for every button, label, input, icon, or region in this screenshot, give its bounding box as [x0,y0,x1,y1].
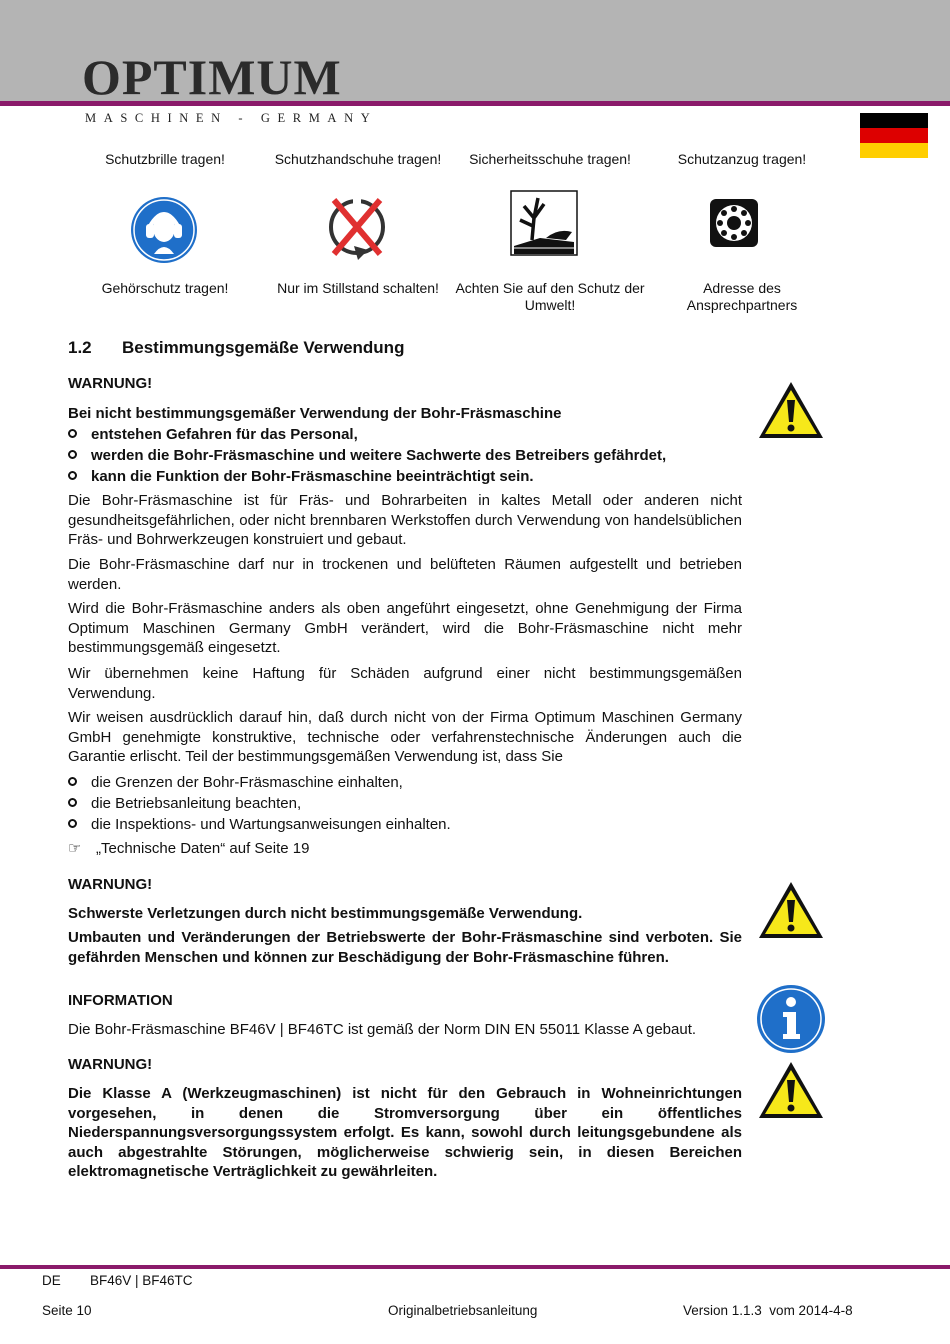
ear-protection-icon [130,196,198,264]
bullet-icon [68,471,77,480]
telephone-dial-icon [709,198,759,248]
warning-label: WARNUNG! [68,375,153,392]
warning1-intro: Bei nicht bestimmungsgemäßer Verwendung der Bohr-Fräsmaschine [68,405,562,422]
information-label: INFORMATION [68,992,173,1009]
footer-page-number: Seite 10 [42,1303,92,1318]
symbol-label-shoes: Sicherheitsschuhe tragen! [469,151,631,167]
body-paragraph: Die Bohr-Fräsmaschine darf nur in trockenen und belüfteten Räumen aufgestellt und betrieben werden. [68,556,742,593]
warning-triangle-icon [757,880,825,940]
warning3-text: Die Klasse A (Werkzeugmaschinen) ist nicht für den Gebrauch in Wohneinrichtungen vorgesehen, in denen die Stromversorgung über ein öffentliches Niederspannungsversorgungssystem erfolgt. Es kann, sowohl durch leitungsgebundene als auch abgestrahlte Störungen, möglicherweise schwierig sein, in diesen Bereichen elektromagnetische Verträglichkeit zu gewährleiten. [68,1085,742,1180]
list-item: die Grenzen der Bohr-Fräsmaschine einhalten, [68,773,403,793]
switch-off-when-stationary-icon [324,194,390,264]
section-title: Bestimmungsgemäße Verwendung [122,338,405,357]
symbol-label-goggles: Schutzbrille tragen! [105,151,225,167]
pointing-hand-icon: ☞ [68,840,82,857]
symbol-label-suit: Schutzanzug tragen! [677,151,807,167]
list-item: werden die Bohr-Fräsmaschine und weitere Sachwerte des Betreibers gefährdet, [68,446,666,466]
symbol-label-environment: Achten Sie auf den Schutz der Umwelt! [455,280,645,313]
symbol-label-gloves: Schutzhandschuhe tragen! [274,151,442,167]
bullet-icon [68,798,77,807]
warning-label: WARNUNG! [68,876,153,893]
bullet-icon [68,777,77,786]
list-item: die Inspektions- und Wartungsanweisungen einhalten. [68,815,451,835]
list-item: die Betriebsanleitung beachten, [68,794,301,814]
footer-version: Version 1.1.3 vom 2014-4-8 [683,1303,853,1318]
german-flag-icon [860,113,928,158]
warning-triangle-icon [757,1060,825,1120]
list-item: kann die Funktion der Bohr-Fräsmaschine beeinträchtigt sein. [68,467,534,487]
brand-logo: OPTIMUM [82,49,342,105]
symbol-label-switch: Nur im Stillstand schalten! [277,280,439,296]
information-text: Die Bohr-Fräsmaschine BF46V | BF46TC ist gemäß der Norm DIN EN 55011 Klasse A gebaut. [68,1021,697,1038]
symbol-label-ear: Gehörschutz tragen! [101,280,229,296]
bullet-icon [68,450,77,459]
warning-triangle-icon [757,380,825,440]
body-paragraph: Wir übernehmen keine Haftung für Schäden aufgrund einer nicht bestimmungsgemäßen Verwendung. [68,665,742,702]
warning2-line1: Schwerste Verletzungen durch nicht bestimmungsgemäße Verwendung. [68,905,583,922]
footer-accent-line [0,1265,950,1269]
symbol-label-contact: Adresse des Ansprechpartners [686,280,798,313]
body-paragraph: Wird die Bohr-Fräsmaschine anders als oben angeführt eingesetzt, ohne Genehmigung der Firma Optimum Maschinen Germany GmbH verändert, wird die Bohr-Fräsmaschine nicht mehr bestimmungsgemäß eingesetzt. [68,600,742,656]
bullet-icon [68,429,77,438]
cross-reference[interactable] [68,839,309,857]
footer-language: DE [42,1273,61,1288]
environment-protection-icon [510,190,578,256]
warning2-line2: Umbauten und Veränderungen der Betriebswerte der Bohr-Fräsmaschine sind verboten. Sie gefährden Menschen und können zur Beschädigung der Bohr-Fräsmaschine führen. [68,929,742,966]
bullet-icon [68,819,77,828]
warning-label: WARNUNG! [68,1056,153,1073]
section-number: 1.2 [68,338,92,357]
brand-subtitle: MASCHINEN - GERMANY [85,111,378,125]
information-icon [756,984,826,1054]
body-paragraph: Die Bohr-Fräsmaschine ist für Fräs- und Bohrarbeiten in kaltes Metall oder anderen nicht gesundheitsgefährlichen, oder nicht brennbaren Werkstoffen durch Verwendung von handelsüblichen Fräs- und Bohrwerkzeugen konstruiert und gebaut. [68,492,742,548]
section-heading [68,338,404,358]
list-item: entstehen Gefahren für das Personal, [68,425,358,445]
footer-model: BF46V | BF46TC [90,1273,193,1288]
body-paragraph: Wir weisen ausdrücklich darauf hin, daß durch nicht von der Firma Optimum Maschinen Germany GmbH genehmigte konstruktive, technische oder verfahrenstechnische Änderungen auch die Garantie erlischt. Teil der bestimmungsgemäßen Verwendung ist, dass Sie [68,709,742,765]
cross-reference-text: „Technische Daten“ auf Seite 19 [96,840,310,857]
footer-document-type: Originalbetriebsanleitung [388,1303,538,1318]
